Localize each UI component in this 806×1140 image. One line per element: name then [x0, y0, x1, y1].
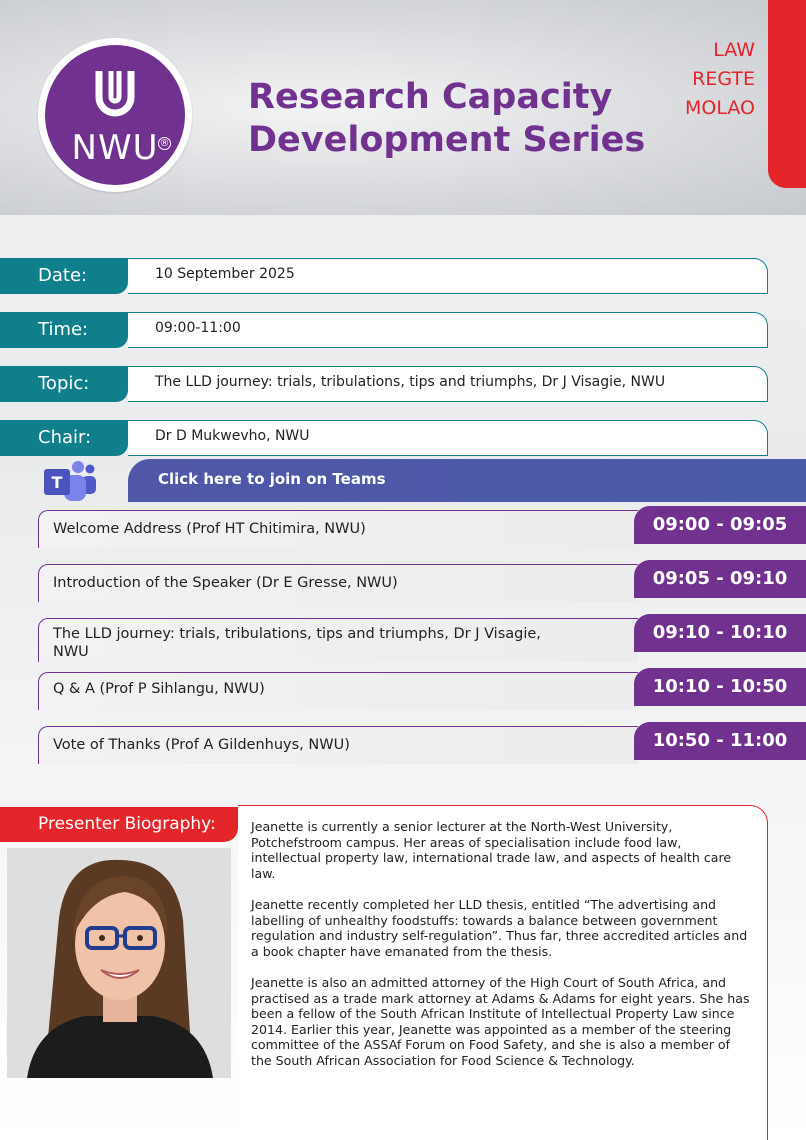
topic-label: Topic: — [0, 366, 128, 402]
biography-text — [251, 819, 751, 1084]
date-label: Date: — [0, 258, 128, 294]
programme-item-time: 10:50 - 11:00 — [634, 722, 806, 760]
faculty-law: LAW — [713, 39, 755, 61]
time-row — [0, 312, 768, 350]
topic-row — [0, 366, 768, 404]
programme-item-time: 09:10 - 10:10 — [634, 614, 806, 652]
title-line-1: Research Capacity — [248, 77, 613, 117]
biography-label: Presenter Biography: — [0, 807, 238, 842]
logo-text: NWU — [71, 128, 159, 168]
faculty-names — [685, 36, 755, 123]
join-teams-label[interactable]: Click here to join on Teams — [158, 470, 386, 488]
teams-icon[interactable] — [42, 459, 100, 503]
presenter-photo — [7, 848, 231, 1078]
teams-icon-letter: T — [51, 473, 63, 492]
nwu-logo-circle — [45, 45, 185, 185]
chair-label: Chair: — [0, 420, 128, 456]
programme-item-time: 09:00 - 09:05 — [634, 506, 806, 544]
programme-item-text: The LLD journey: trials, tribulations, tips and triumphs, Dr J Visagie, NWU — [53, 626, 541, 660]
topic-value: The LLD journey: trials, tribulations, tips and triumphs, Dr J Visagie, NWU — [155, 374, 666, 390]
biography-paragraph-3: Jeanette is also an admitted attorney of the High Court of South Africa, and practised as a trade mark attorney at Adams & Adams for eight years. She has been a fellow of the South African Institute of Intellectual Property Law since 2014. Earlier this year, Jeanette was appointed as a member of the steering committee of the ASSAf Forum on Food Safety, and she is also a member of the South African Association for Food Science & Technology. — [251, 974, 750, 1068]
title-line-2: Development Series — [248, 120, 646, 160]
biography-paragraph-2: Jeanette recently completed her LLD thesis, entitled “The advertising and labelling of unhealthy foodstuffs: towards a balance between government regulation and industry self-regulation”. Thus far, three accredited articles and a book chapter have emanated from the thesis. — [251, 896, 748, 959]
programme-item-text: Welcome Address (Prof HT Chitimira, NWU) — [53, 521, 366, 537]
time-label: Time: — [0, 312, 128, 348]
programme-item-time: 09:05 - 09:10 — [634, 560, 806, 598]
programme-item-time: 10:10 - 10:50 — [634, 668, 806, 706]
biography-paragraph-1: Jeanette is currently a senior lecturer at the North-West University, Potchefstroom campus. Her areas of specialisation include food law, intellectual property law, international trade law, and aspects of health care law. — [251, 819, 732, 881]
faculty-regte: REGTE — [692, 68, 755, 90]
registered-mark: ® — [159, 138, 170, 149]
page-title — [248, 76, 645, 162]
programme-item — [38, 672, 806, 712]
programme-item — [38, 618, 806, 658]
programme-item — [38, 564, 806, 604]
faculty-molao: MOLAO — [685, 97, 755, 119]
chair-value: Dr D Mukwevho, NWU — [155, 428, 310, 444]
programme-item-text: Vote of Thanks (Prof A Gildenhuys, NWU) — [53, 737, 350, 753]
time-value: 09:00-11:00 — [155, 320, 241, 336]
programme-item — [38, 510, 806, 550]
date-value: 10 September 2025 — [155, 266, 295, 282]
programme-item-text: Q & A (Prof P Sihlangu, NWU) — [53, 681, 265, 697]
chair-row — [0, 420, 768, 458]
nwu-emblem-icon — [91, 67, 139, 121]
date-row — [0, 258, 768, 296]
programme-item — [38, 726, 806, 766]
programme-item-text: Introduction of the Speaker (Dr E Gresse, NWU) — [53, 575, 398, 591]
nwu-logo — [38, 38, 192, 192]
faculty-tab — [768, 0, 806, 188]
presenter-portrait-icon — [7, 848, 231, 1078]
